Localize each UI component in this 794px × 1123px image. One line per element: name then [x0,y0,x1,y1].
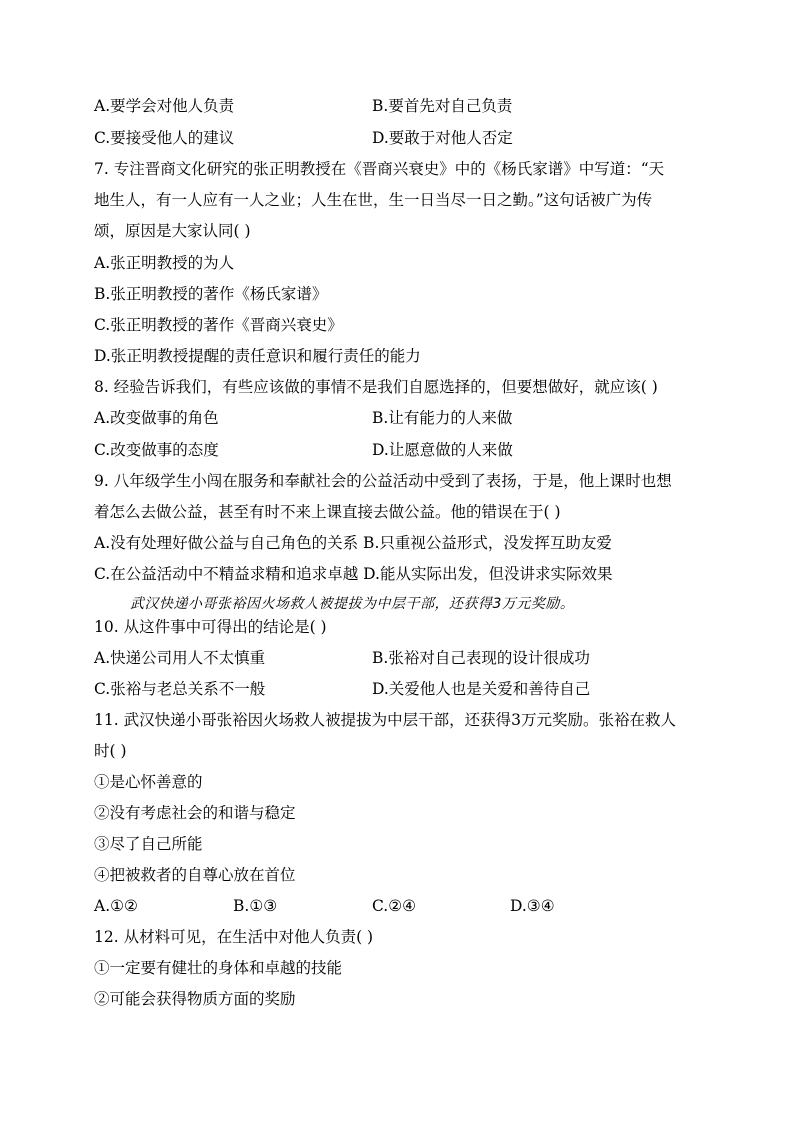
q11-item-3: ③尽了自己所能 [94,835,203,853]
q6-option-b: B.要首先对自己负责 [372,97,513,115]
q12-item-2: ②可能会获得物质方面的奖励 [94,990,296,1008]
q7-stem-line-1: 7. 专注晋商文化研究的张正明教授在《晋商兴衰史》中的《杨氏家谱》中写道：“天 [94,160,665,178]
q6-option-a: A.要学会对他人负责 [94,97,235,115]
q12-stem: 12. 从材料可见，在生活中对他人负责( ) [94,928,374,946]
q11-option-b: B.①③ [233,897,278,915]
q7-option-c: C.张正明教授的著作《晋商兴衰史》 [94,316,343,334]
q9-options-cd: C.在公益活动中不精益求精和追求卓越 D.能从实际出发，但没讲求实际效果 [94,565,613,583]
q12-item-1: ①一定要有健壮的身体和卓越的技能 [94,959,343,977]
q6-option-c: C.要接受他人的建议 [94,129,235,147]
q11-option-c: C.②④ [372,897,417,915]
q7-stem-line-3: 颂，原因是大家认同( ) [94,222,251,240]
q11-stem-line-2: 时( ) [94,742,127,760]
q11-option-d: D.③④ [510,897,555,915]
q6-option-d: D.要敢于对他人否定 [372,129,513,147]
q8-option-d: D.让愿意做的人来做 [372,441,513,459]
q7-option-d: D.张正明教授提醒的责任意识和履行责任的能力 [94,347,421,365]
q11-stem-line-1: 11. 武汉快递小哥张裕因火场救人被提拔为中层干部，还获得3万元奖励。张裕在救人 [94,711,676,729]
q9-options-ab: A.没有处理好做公益与自己角色的关系 B.只重视公益形式，没发挥互助友爱 [94,534,612,552]
q10-option-d: D.关爱他人也是关爱和善待自己 [372,680,591,698]
q11-item-4: ④把被救者的自尊心放在首位 [94,866,296,884]
q11-item-1: ①是心怀善意的 [94,773,203,791]
q10-option-c: C.张裕与老总关系不一般 [94,680,266,698]
q8-option-c: C.改变做事的态度 [94,441,219,459]
material-text: 武汉快递小哥张裕因火场救人被提拔为中层干部，还获得3万元奖励。 [130,596,575,612]
q8-stem: 8. 经验告诉我们，有些应该做的事情不是我们自愿选择的，但要想做好，就应该( ) [94,378,658,396]
q9-stem-line-2: 着怎么去做公益，甚至有时不来上课直接去做公益。他的错误在于( ) [94,503,561,521]
q10-stem: 10. 从这件事中可得出的结论是( ) [94,618,327,636]
q10-option-a: A.快递公司用人不太慎重 [94,649,266,667]
q11-option-a: A.①② [94,897,138,915]
q9-stem-line-1: 9. 八年级学生小闯在服务和奉献社会的公益活动中受到了表扬，于是，他上课时也想 [94,472,672,490]
q11-item-2: ②没有考虑社会的和谐与稳定 [94,804,296,822]
q7-stem-line-2: 地生人，有一人应有一人之业；人生在世，生一日当尽一日之勤。”这句话被广为传 [94,191,653,209]
q7-option-a: A.张正明教授的为人 [94,254,235,272]
q8-option-a: A.改变做事的角色 [94,409,219,427]
q7-option-b: B.张正明教授的著作《杨氏家谱》 [94,285,328,303]
q10-option-b: B.张裕对自己表现的设计很成功 [372,649,590,667]
q8-option-b: B.让有能力的人来做 [372,409,513,427]
